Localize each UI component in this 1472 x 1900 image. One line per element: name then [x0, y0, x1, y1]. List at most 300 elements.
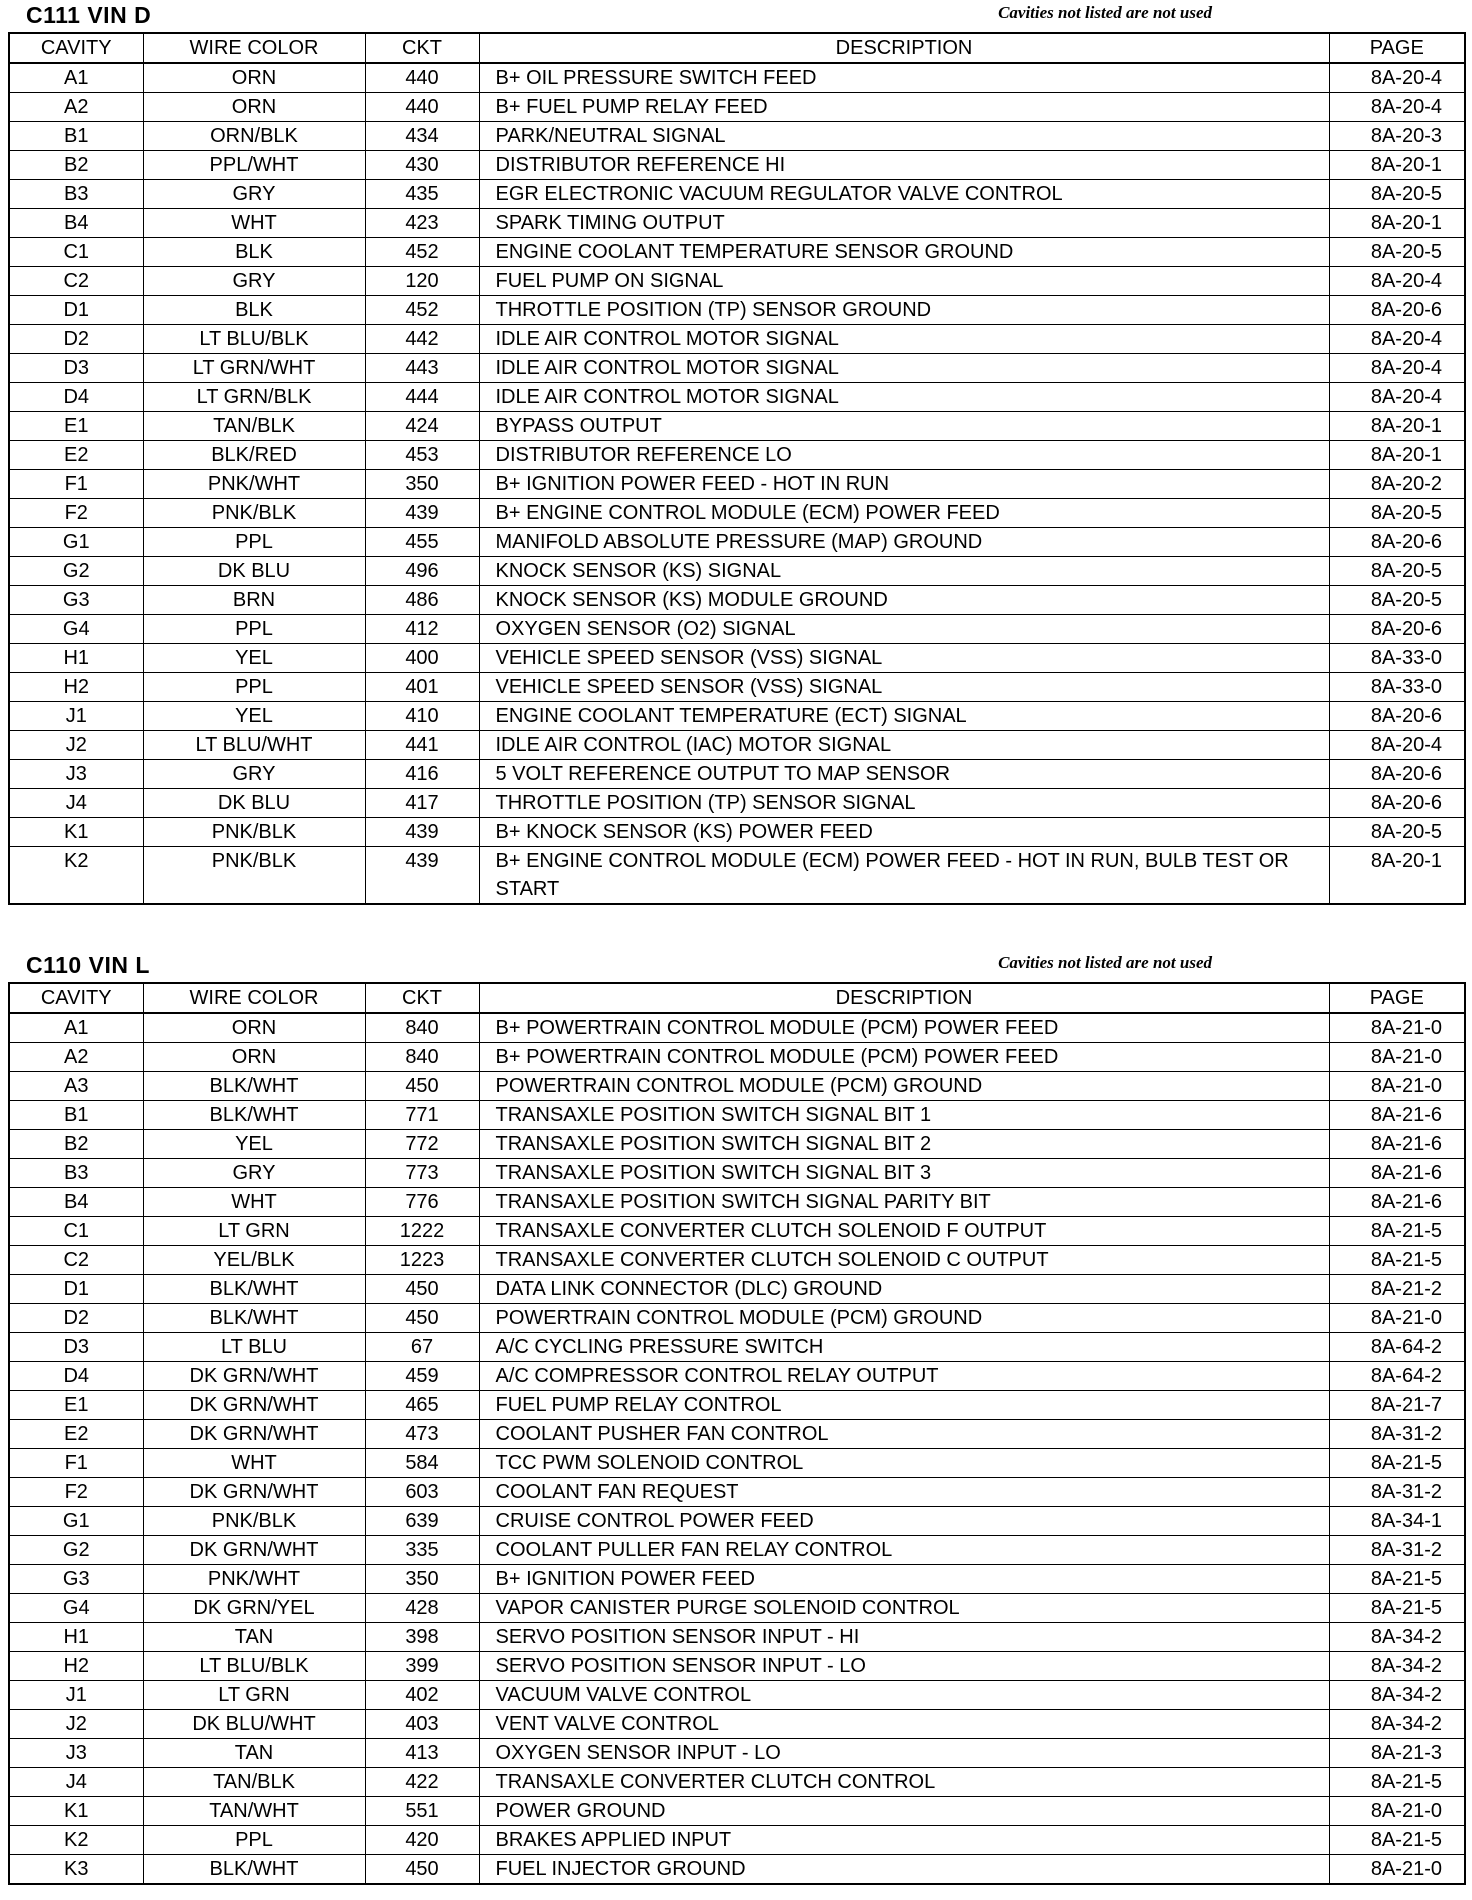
cavity-cell: J2: [9, 1710, 143, 1739]
wire-color-cell: LT BLU/BLK: [143, 1652, 365, 1681]
ckt-cell: 496: [365, 557, 479, 586]
description-cell: TRANSAXLE CONVERTER CLUTCH SOLENOID C OUTPUT: [479, 1246, 1329, 1275]
description-cell: DISTRIBUTOR REFERENCE LO: [479, 441, 1329, 470]
connector-header: [8, 2, 1464, 32]
page-cell: 8A-20-4: [1329, 731, 1465, 760]
page-cell: 8A-21-0: [1329, 1855, 1465, 1885]
description-cell: DATA LINK CONNECTOR (DLC) GROUND: [479, 1275, 1329, 1304]
table-body: [9, 63, 1465, 904]
ckt-cell: 439: [365, 499, 479, 528]
ckt-cell: 443: [365, 354, 479, 383]
table-row: [9, 1217, 1465, 1246]
page-cell: 8A-21-5: [1329, 1449, 1465, 1478]
cavity-cell: G3: [9, 586, 143, 615]
table-row: [9, 731, 1465, 760]
cavity-cell: C1: [9, 1217, 143, 1246]
page-cell: 8A-20-5: [1329, 180, 1465, 209]
cavity-cell: D4: [9, 383, 143, 412]
cavity-cell: H1: [9, 644, 143, 673]
table-row: [9, 354, 1465, 383]
wire-color-cell: ORN: [143, 93, 365, 122]
page-cell: 8A-34-1: [1329, 1507, 1465, 1536]
wire-color-cell: DK BLU/WHT: [143, 1710, 365, 1739]
description-cell: ENGINE COOLANT TEMPERATURE SENSOR GROUND: [479, 238, 1329, 267]
wire-color-cell: YEL/BLK: [143, 1246, 365, 1275]
page-cell: 8A-20-4: [1329, 63, 1465, 93]
table-row: [9, 1855, 1465, 1885]
cavity-cell: H1: [9, 1623, 143, 1652]
page-cell: 8A-21-3: [1329, 1739, 1465, 1768]
ckt-cell: 67: [365, 1333, 479, 1362]
description-cell: ENGINE COOLANT TEMPERATURE (ECT) SIGNAL: [479, 702, 1329, 731]
description-cell: PARK/NEUTRAL SIGNAL: [479, 122, 1329, 151]
ckt-cell: 335: [365, 1536, 479, 1565]
cavity-cell: D3: [9, 354, 143, 383]
description-cell: COOLANT FAN REQUEST: [479, 1478, 1329, 1507]
page-cell: 8A-20-1: [1329, 209, 1465, 238]
wire-color-cell: ORN: [143, 1013, 365, 1043]
wire-color-cell: BLK/WHT: [143, 1855, 365, 1885]
page-cell: 8A-31-2: [1329, 1420, 1465, 1449]
wire-color-cell: LT BLU/WHT: [143, 731, 365, 760]
page-cell: 8A-21-5: [1329, 1246, 1465, 1275]
ckt-cell: 440: [365, 63, 479, 93]
ckt-cell: 402: [365, 1681, 479, 1710]
description-cell: VEHICLE SPEED SENSOR (VSS) SIGNAL: [479, 644, 1329, 673]
page-cell: 8A-20-4: [1329, 93, 1465, 122]
cavity-cell: D1: [9, 296, 143, 325]
wire-color-cell: LT BLU: [143, 1333, 365, 1362]
table-row: [9, 673, 1465, 702]
wire-color-cell: LT GRN/WHT: [143, 354, 365, 383]
unused-cavities-note: Cavities not listed are not used: [998, 3, 1212, 22]
ckt-cell: 465: [365, 1391, 479, 1420]
cavity-cell: A2: [9, 93, 143, 122]
description-cell: 5 VOLT REFERENCE OUTPUT TO MAP SENSOR: [479, 760, 1329, 789]
table-row: [9, 847, 1465, 905]
connector-title: C110 VIN L: [26, 952, 150, 978]
table-row: [9, 1565, 1465, 1594]
table-row: [9, 1536, 1465, 1565]
page-cell: 8A-21-6: [1329, 1130, 1465, 1159]
page-cell: 8A-20-3: [1329, 122, 1465, 151]
wire-color-cell: BLK: [143, 238, 365, 267]
description-cell: MANIFOLD ABSOLUTE PRESSURE (MAP) GROUND: [479, 528, 1329, 557]
wire-color-cell: GRY: [143, 760, 365, 789]
description-cell: B+ FUEL PUMP RELAY FEED: [479, 93, 1329, 122]
table-header-row: [9, 33, 1465, 63]
ckt-cell: 424: [365, 412, 479, 441]
description-cell: OXYGEN SENSOR INPUT - LO: [479, 1739, 1329, 1768]
description-cell: POWER GROUND: [479, 1797, 1329, 1826]
description-cell: POWERTRAIN CONTROL MODULE (PCM) GROUND: [479, 1304, 1329, 1333]
description-cell: BYPASS OUTPUT: [479, 412, 1329, 441]
column-header-wire-color: WIRE COLOR: [143, 983, 365, 1013]
description-cell: OXYGEN SENSOR (O2) SIGNAL: [479, 615, 1329, 644]
cavity-cell: C2: [9, 1246, 143, 1275]
page-cell: 8A-34-2: [1329, 1681, 1465, 1710]
ckt-cell: 417: [365, 789, 479, 818]
wire-color-cell: BRN: [143, 586, 365, 615]
table-row: [9, 1275, 1465, 1304]
wire-color-cell: PNK/BLK: [143, 818, 365, 847]
table-row: [9, 1043, 1465, 1072]
page-cell: 8A-20-1: [1329, 151, 1465, 180]
description-cell: VACUUM VALVE CONTROL: [479, 1681, 1329, 1710]
table-row: [9, 1797, 1465, 1826]
description-cell: EGR ELECTRONIC VACUUM REGULATOR VALVE CONTROL: [479, 180, 1329, 209]
description-cell: A/C COMPRESSOR CONTROL RELAY OUTPUT: [479, 1362, 1329, 1391]
cavity-cell: G1: [9, 1507, 143, 1536]
page-cell: 8A-20-5: [1329, 499, 1465, 528]
wire-color-cell: TAN/BLK: [143, 1768, 365, 1797]
cavity-cell: B2: [9, 151, 143, 180]
description-cell: CRUISE CONTROL POWER FEED: [479, 1507, 1329, 1536]
cavity-cell: A1: [9, 63, 143, 93]
page-cell: 8A-21-5: [1329, 1594, 1465, 1623]
description-cell: THROTTLE POSITION (TP) SENSOR GROUND: [479, 296, 1329, 325]
page-cell: 8A-31-2: [1329, 1478, 1465, 1507]
cavity-cell: G2: [9, 557, 143, 586]
ckt-cell: 400: [365, 644, 479, 673]
page-cell: 8A-20-6: [1329, 760, 1465, 789]
table-row: [9, 818, 1465, 847]
wire-color-cell: DK GRN/WHT: [143, 1536, 365, 1565]
wire-color-cell: DK GRN/WHT: [143, 1391, 365, 1420]
page-cell: 8A-21-6: [1329, 1159, 1465, 1188]
table-row: [9, 63, 1465, 93]
cavity-cell: K1: [9, 818, 143, 847]
column-header-cavity: CAVITY: [9, 33, 143, 63]
cavity-cell: C1: [9, 238, 143, 267]
page-cell: 8A-21-0: [1329, 1072, 1465, 1101]
ckt-cell: 440: [365, 93, 479, 122]
cavity-cell: F1: [9, 1449, 143, 1478]
page-cell: 8A-21-0: [1329, 1797, 1465, 1826]
description-cell: IDLE AIR CONTROL MOTOR SIGNAL: [479, 325, 1329, 354]
table-row: [9, 1013, 1465, 1043]
wire-color-cell: PPL/WHT: [143, 151, 365, 180]
description-cell: VEHICLE SPEED SENSOR (VSS) SIGNAL: [479, 673, 1329, 702]
ckt-cell: 423: [365, 209, 479, 238]
ckt-cell: 486: [365, 586, 479, 615]
table-row: [9, 93, 1465, 122]
table-header-row: [9, 983, 1465, 1013]
wire-color-cell: LT GRN/BLK: [143, 383, 365, 412]
ckt-cell: 772: [365, 1130, 479, 1159]
description-cell: TRANSAXLE POSITION SWITCH SIGNAL BIT 2: [479, 1130, 1329, 1159]
description-cell: TRANSAXLE CONVERTER CLUTCH SOLENOID F OUTPUT: [479, 1217, 1329, 1246]
wire-color-cell: PNK/BLK: [143, 1507, 365, 1536]
wire-color-cell: PPL: [143, 528, 365, 557]
description-cell: B+ OIL PRESSURE SWITCH FEED: [479, 63, 1329, 93]
description-cell: SERVO POSITION SENSOR INPUT - LO: [479, 1652, 1329, 1681]
description-cell: FUEL INJECTOR GROUND: [479, 1855, 1329, 1885]
wire-color-cell: LT BLU/BLK: [143, 325, 365, 354]
ckt-cell: 773: [365, 1159, 479, 1188]
ckt-cell: 455: [365, 528, 479, 557]
cavity-cell: J3: [9, 1739, 143, 1768]
cavity-cell: E1: [9, 1391, 143, 1420]
wire-color-cell: GRY: [143, 267, 365, 296]
wire-color-cell: TAN/WHT: [143, 1797, 365, 1826]
table-row: [9, 180, 1465, 209]
page-cell: 8A-34-2: [1329, 1652, 1465, 1681]
table-row: [9, 441, 1465, 470]
column-header-page: PAGE: [1329, 983, 1465, 1013]
description-cell: FUEL PUMP RELAY CONTROL: [479, 1391, 1329, 1420]
column-header-ckt: CKT: [365, 33, 479, 63]
cavity-cell: D1: [9, 1275, 143, 1304]
description-cell: TRANSAXLE POSITION SWITCH SIGNAL PARITY BIT: [479, 1188, 1329, 1217]
cavity-cell: K1: [9, 1797, 143, 1826]
wire-color-cell: PNK/BLK: [143, 847, 365, 905]
ckt-cell: 422: [365, 1768, 479, 1797]
cavity-cell: K3: [9, 1855, 143, 1885]
description-cell: IDLE AIR CONTROL MOTOR SIGNAL: [479, 383, 1329, 412]
wire-color-cell: ORN: [143, 1043, 365, 1072]
description-cell: TRANSAXLE POSITION SWITCH SIGNAL BIT 3: [479, 1159, 1329, 1188]
description-cell: B+ ENGINE CONTROL MODULE (ECM) POWER FEED: [479, 499, 1329, 528]
table-row: [9, 1391, 1465, 1420]
ckt-cell: 420: [365, 1826, 479, 1855]
connector-header: [8, 952, 1464, 982]
ckt-cell: 450: [365, 1304, 479, 1333]
page-cell: 8A-20-1: [1329, 441, 1465, 470]
page-cell: 8A-21-5: [1329, 1565, 1465, 1594]
ckt-cell: 439: [365, 818, 479, 847]
wire-color-cell: ORN: [143, 63, 365, 93]
description-cell: KNOCK SENSOR (KS) SIGNAL: [479, 557, 1329, 586]
wire-color-cell: LT GRN: [143, 1681, 365, 1710]
table-row: [9, 1159, 1465, 1188]
connector-title: C111 VIN D: [26, 2, 152, 28]
column-header-description: DESCRIPTION: [479, 983, 1329, 1013]
table-row: [9, 586, 1465, 615]
table-row: [9, 644, 1465, 673]
wire-color-cell: BLK: [143, 296, 365, 325]
wire-color-cell: GRY: [143, 180, 365, 209]
page-cell: 8A-21-0: [1329, 1043, 1465, 1072]
wire-color-cell: YEL: [143, 1130, 365, 1159]
description-cell: THROTTLE POSITION (TP) SENSOR SIGNAL: [479, 789, 1329, 818]
wire-color-cell: DK BLU: [143, 789, 365, 818]
ckt-cell: 453: [365, 441, 479, 470]
page-cell: 8A-21-5: [1329, 1768, 1465, 1797]
ckt-cell: 428: [365, 1594, 479, 1623]
ckt-cell: 439: [365, 847, 479, 905]
ckt-cell: 771: [365, 1101, 479, 1130]
cavity-cell: A1: [9, 1013, 143, 1043]
ckt-cell: 413: [365, 1739, 479, 1768]
page-cell: 8A-21-5: [1329, 1217, 1465, 1246]
wire-color-cell: DK BLU: [143, 557, 365, 586]
description-cell: KNOCK SENSOR (KS) MODULE GROUND: [479, 586, 1329, 615]
cavity-cell: G4: [9, 1594, 143, 1623]
description-cell: SPARK TIMING OUTPUT: [479, 209, 1329, 238]
wire-color-cell: LT GRN: [143, 1217, 365, 1246]
page-cell: 8A-34-2: [1329, 1710, 1465, 1739]
cavity-cell: C2: [9, 267, 143, 296]
ckt-cell: 1223: [365, 1246, 479, 1275]
wire-color-cell: PNK/WHT: [143, 1565, 365, 1594]
cavity-cell: G1: [9, 528, 143, 557]
wire-color-cell: ORN/BLK: [143, 122, 365, 151]
ckt-cell: 410: [365, 702, 479, 731]
wire-color-cell: PNK/BLK: [143, 499, 365, 528]
connector-table: [8, 982, 1466, 1885]
wire-color-cell: BLK/RED: [143, 441, 365, 470]
page-cell: 8A-21-0: [1329, 1013, 1465, 1043]
ckt-cell: 450: [365, 1072, 479, 1101]
connector-section-c110: [8, 952, 1464, 1885]
cavity-cell: J4: [9, 789, 143, 818]
ckt-cell: 350: [365, 1565, 479, 1594]
description-cell: B+ ENGINE CONTROL MODULE (ECM) POWER FEED - HOT IN RUN, BULB TEST OR START: [479, 847, 1329, 905]
description-cell: B+ POWERTRAIN CONTROL MODULE (PCM) POWER FEED: [479, 1013, 1329, 1043]
description-cell: COOLANT PUSHER FAN CONTROL: [479, 1420, 1329, 1449]
page-cell: 8A-21-5: [1329, 1826, 1465, 1855]
ckt-cell: 639: [365, 1507, 479, 1536]
table-row: [9, 1623, 1465, 1652]
page-cell: 8A-33-0: [1329, 673, 1465, 702]
page-cell: 8A-20-6: [1329, 789, 1465, 818]
column-header-description: DESCRIPTION: [479, 33, 1329, 63]
table-row: [9, 702, 1465, 731]
description-cell: DISTRIBUTOR REFERENCE HI: [479, 151, 1329, 180]
cavity-cell: B2: [9, 1130, 143, 1159]
cavity-cell: B4: [9, 209, 143, 238]
column-header-cavity: CAVITY: [9, 983, 143, 1013]
page-cell: 8A-21-6: [1329, 1101, 1465, 1130]
table-row: [9, 1101, 1465, 1130]
description-cell: FUEL PUMP ON SIGNAL: [479, 267, 1329, 296]
cavity-cell: J1: [9, 1681, 143, 1710]
wire-color-cell: WHT: [143, 1449, 365, 1478]
description-cell: POWERTRAIN CONTROL MODULE (PCM) GROUND: [479, 1072, 1329, 1101]
description-cell: B+ KNOCK SENSOR (KS) POWER FEED: [479, 818, 1329, 847]
description-cell: TRANSAXLE CONVERTER CLUTCH CONTROL: [479, 1768, 1329, 1797]
page-cell: 8A-20-5: [1329, 557, 1465, 586]
page-cell: 8A-21-6: [1329, 1188, 1465, 1217]
cavity-cell: G4: [9, 615, 143, 644]
page-cell: 8A-20-6: [1329, 702, 1465, 731]
page-cell: 8A-20-5: [1329, 586, 1465, 615]
table-row: [9, 1333, 1465, 1362]
wire-color-cell: DK GRN/YEL: [143, 1594, 365, 1623]
page-cell: 8A-20-4: [1329, 383, 1465, 412]
wire-color-cell: PPL: [143, 673, 365, 702]
ckt-cell: 430: [365, 151, 479, 180]
table-row: [9, 1449, 1465, 1478]
ckt-cell: 450: [365, 1275, 479, 1304]
table-row: [9, 122, 1465, 151]
ckt-cell: 1222: [365, 1217, 479, 1246]
page-cell: 8A-20-1: [1329, 847, 1465, 905]
ckt-cell: 442: [365, 325, 479, 354]
wire-color-cell: DK GRN/WHT: [143, 1420, 365, 1449]
cavity-cell: F2: [9, 499, 143, 528]
cavity-cell: A2: [9, 1043, 143, 1072]
page-cell: 8A-20-6: [1329, 615, 1465, 644]
page-cell: 8A-21-2: [1329, 1275, 1465, 1304]
connector-section-c111: [8, 2, 1464, 905]
column-header-wire-color: WIRE COLOR: [143, 33, 365, 63]
wire-color-cell: WHT: [143, 209, 365, 238]
wire-color-cell: PPL: [143, 615, 365, 644]
cavity-cell: B4: [9, 1188, 143, 1217]
wire-color-cell: DK GRN/WHT: [143, 1362, 365, 1391]
cavity-cell: B1: [9, 122, 143, 151]
connector-table: [8, 32, 1466, 905]
ckt-cell: 584: [365, 1449, 479, 1478]
ckt-cell: 551: [365, 1797, 479, 1826]
table-row: [9, 1681, 1465, 1710]
page-cell: 8A-21-7: [1329, 1391, 1465, 1420]
page-cell: 8A-20-4: [1329, 267, 1465, 296]
page-cell: 8A-21-0: [1329, 1304, 1465, 1333]
description-cell: B+ POWERTRAIN CONTROL MODULE (PCM) POWER FEED: [479, 1043, 1329, 1072]
wire-color-cell: BLK/WHT: [143, 1101, 365, 1130]
cavity-cell: H2: [9, 673, 143, 702]
description-cell: BRAKES APPLIED INPUT: [479, 1826, 1329, 1855]
page-cell: 8A-20-5: [1329, 818, 1465, 847]
cavity-cell: J1: [9, 702, 143, 731]
wire-color-cell: WHT: [143, 1188, 365, 1217]
table-row: [9, 209, 1465, 238]
page-cell: 8A-20-6: [1329, 528, 1465, 557]
table-row: [9, 1420, 1465, 1449]
table-row: [9, 1188, 1465, 1217]
description-cell: IDLE AIR CONTROL (IAC) MOTOR SIGNAL: [479, 731, 1329, 760]
ckt-cell: 459: [365, 1362, 479, 1391]
cavity-cell: K2: [9, 1826, 143, 1855]
ckt-cell: 441: [365, 731, 479, 760]
table-row: [9, 238, 1465, 267]
wire-color-cell: YEL: [143, 644, 365, 673]
ckt-cell: 450: [365, 1855, 479, 1885]
page-cell: 8A-20-4: [1329, 325, 1465, 354]
cavity-cell: A3: [9, 1072, 143, 1101]
ckt-cell: 473: [365, 1420, 479, 1449]
table-row: [9, 1478, 1465, 1507]
description-cell: VENT VALVE CONTROL: [479, 1710, 1329, 1739]
ckt-cell: 435: [365, 180, 479, 209]
wire-color-cell: BLK/WHT: [143, 1072, 365, 1101]
description-cell: VAPOR CANISTER PURGE SOLENOID CONTROL: [479, 1594, 1329, 1623]
cavity-cell: E2: [9, 441, 143, 470]
table-row: [9, 1652, 1465, 1681]
description-cell: TCC PWM SOLENOID CONTROL: [479, 1449, 1329, 1478]
cavity-cell: J3: [9, 760, 143, 789]
ckt-cell: 452: [365, 238, 479, 267]
table-row: [9, 557, 1465, 586]
ckt-cell: 840: [365, 1013, 479, 1043]
column-header-ckt: CKT: [365, 983, 479, 1013]
table-row: [9, 1130, 1465, 1159]
table-row: [9, 1304, 1465, 1333]
cavity-cell: D4: [9, 1362, 143, 1391]
wire-color-cell: GRY: [143, 1159, 365, 1188]
table-row: [9, 267, 1465, 296]
table-row: [9, 325, 1465, 354]
ckt-cell: 398: [365, 1623, 479, 1652]
table-row: [9, 760, 1465, 789]
cavity-cell: D3: [9, 1333, 143, 1362]
cavity-cell: K2: [9, 847, 143, 905]
wire-color-cell: DK GRN/WHT: [143, 1478, 365, 1507]
page-cell: 8A-20-5: [1329, 238, 1465, 267]
